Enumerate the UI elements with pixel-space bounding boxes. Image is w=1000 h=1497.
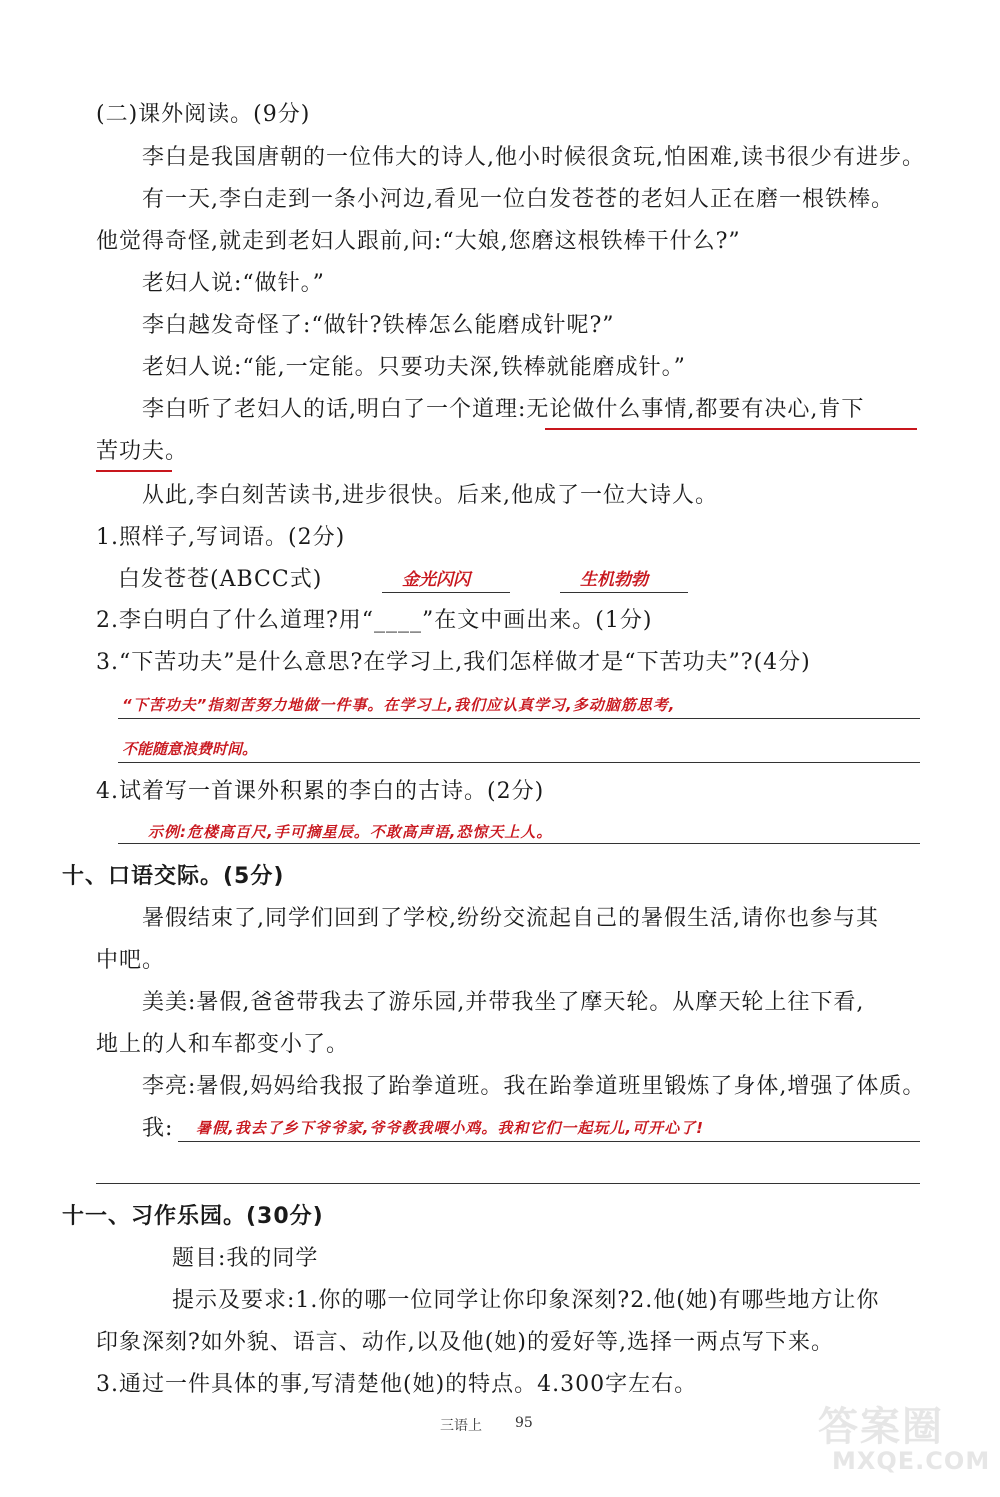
liliang-line: 李亮:暑假,妈妈给我报了跆拳道班。我在跆拳道班里锻炼了身体,增强了体质。 xyxy=(142,1074,926,1099)
footer-book-label: 三语上 xyxy=(440,1418,482,1434)
me-answer: 暑假,我去了乡下爷爷家,爷爷教我喂小鸡。我和它们一起玩儿,可开心了! xyxy=(196,1119,704,1137)
writing-requirement-3: 3.通过一件具体的事,写清楚他(她)的特点。4.300字左右。 xyxy=(96,1372,698,1397)
question-3-answer-line-2: 不能随意浪费时间。 xyxy=(122,740,258,758)
question-1: 1.照样子,写词语。(2分) xyxy=(96,525,346,550)
question-4: 4.试着写一首课外积累的李白的古诗。(2分) xyxy=(96,779,545,804)
reading-paragraph-2b: 他觉得奇怪,就走到老妇人跟前,问:“大娘,您磨这根铁棒干什么?” xyxy=(96,229,741,254)
question-1-answer-2: 生机勃勃 xyxy=(580,570,648,590)
me-label: 我: xyxy=(142,1116,174,1141)
question-3-answer-rule-2 xyxy=(118,762,920,763)
lesson-underline-2 xyxy=(96,470,172,472)
question-1-example: 白发苍苍(ABCC式) xyxy=(118,567,323,592)
reading-paragraph-6b xyxy=(96,437,188,467)
writing-requirement-2: 印象深刻?如外貌、语言、动作,以及他(她)的爱好等,选择一两点写下来。 xyxy=(96,1330,834,1355)
reading-paragraph-6a xyxy=(142,395,864,425)
question-4-answer: 示例:危楼高百尺,手可摘星辰。不敢高声语,恐惊天上人。 xyxy=(148,823,553,841)
underlined-lesson-part1: 无论做什么事情,都要有决心,肯下 xyxy=(526,397,865,422)
oral-intro-line-1: 暑假结束了,同学们回到了学校,纷纷交流起自己的暑假生活,请你也参与其 xyxy=(142,906,879,931)
meimei-line-2: 地上的人和车都变小了。 xyxy=(96,1032,350,1057)
meimei-line-1: 美美:暑假,爸爸带我去了游乐园,并带我坐了摩天轮。从摩天轮上往下看, xyxy=(142,990,865,1015)
reading-paragraph-2a: 有一天,李白走到一条小河边,看见一位白发苍苍的老妇人正在磨一根铁棒。 xyxy=(142,187,894,212)
reading-paragraph-4: 李白越发奇怪了:“做针?铁棒怎么能磨成针呢?” xyxy=(142,313,615,338)
question-4-answer-rule xyxy=(118,843,920,844)
question-1-blank-1 xyxy=(382,592,510,593)
writing-title: 题目:我的同学 xyxy=(172,1246,319,1271)
watermark-logo-text: 答案圈 xyxy=(818,1404,944,1450)
watermark-url: MXQE.COM xyxy=(832,1447,991,1475)
lesson-underline-1 xyxy=(545,428,917,430)
reading-paragraph-6-start: 李白听了老妇人的话,明白了一个道理: xyxy=(142,397,527,422)
reading-paragraph-3: 老妇人说:“做针。” xyxy=(142,271,325,296)
question-2: 2.李白明白了什么道理?用“____”在文中画出来。(1分) xyxy=(96,608,653,633)
question-3: 3.“下苦功夫”是什么意思?在学习上,我们怎样做才是“下苦功夫”?(4分) xyxy=(96,650,811,675)
underlined-lesson-part2: 苦功夫 xyxy=(96,439,166,464)
reading-paragraph-7: 从此,李白刻苦读书,进步很快。后来,他成了一位大诗人。 xyxy=(142,483,718,508)
question-1-blank-2 xyxy=(560,592,688,593)
reading-paragraph-5: 老妇人说:“能,一定能。只要功夫深,铁棒就能磨成针。” xyxy=(142,355,686,380)
question-1-answer-1: 金光闪闪 xyxy=(402,570,470,590)
writing-section-heading: 十一、习作乐园。(30分) xyxy=(62,1204,324,1229)
me-answer-rule-1 xyxy=(178,1141,920,1142)
oral-section-heading: 十、口语交际。(5分) xyxy=(62,864,285,889)
oral-intro-line-2: 中吧。 xyxy=(96,948,166,973)
question-3-answer-rule-1 xyxy=(118,718,920,719)
reading-paragraph-6-end: 。 xyxy=(165,439,189,464)
reading-heading: (二)课外阅读。(9分) xyxy=(96,102,311,127)
reading-paragraph-1: 李白是我国唐朝的一位伟大的诗人,他小时候很贪玩,怕困难,读书很少有进步。 xyxy=(142,145,925,170)
me-answer-rule-2 xyxy=(96,1183,920,1184)
page-number: 95 xyxy=(515,1415,533,1431)
writing-requirement-1: 提示及要求:1.你的哪一位同学让你印象深刻?2.他(她)有哪些地方让你 xyxy=(172,1288,880,1313)
question-3-answer-line-1: “下苦功夫”指刻苦努力地做一件事。在学习上,我们应认真学习,多动脑筋思考, xyxy=(122,696,676,714)
